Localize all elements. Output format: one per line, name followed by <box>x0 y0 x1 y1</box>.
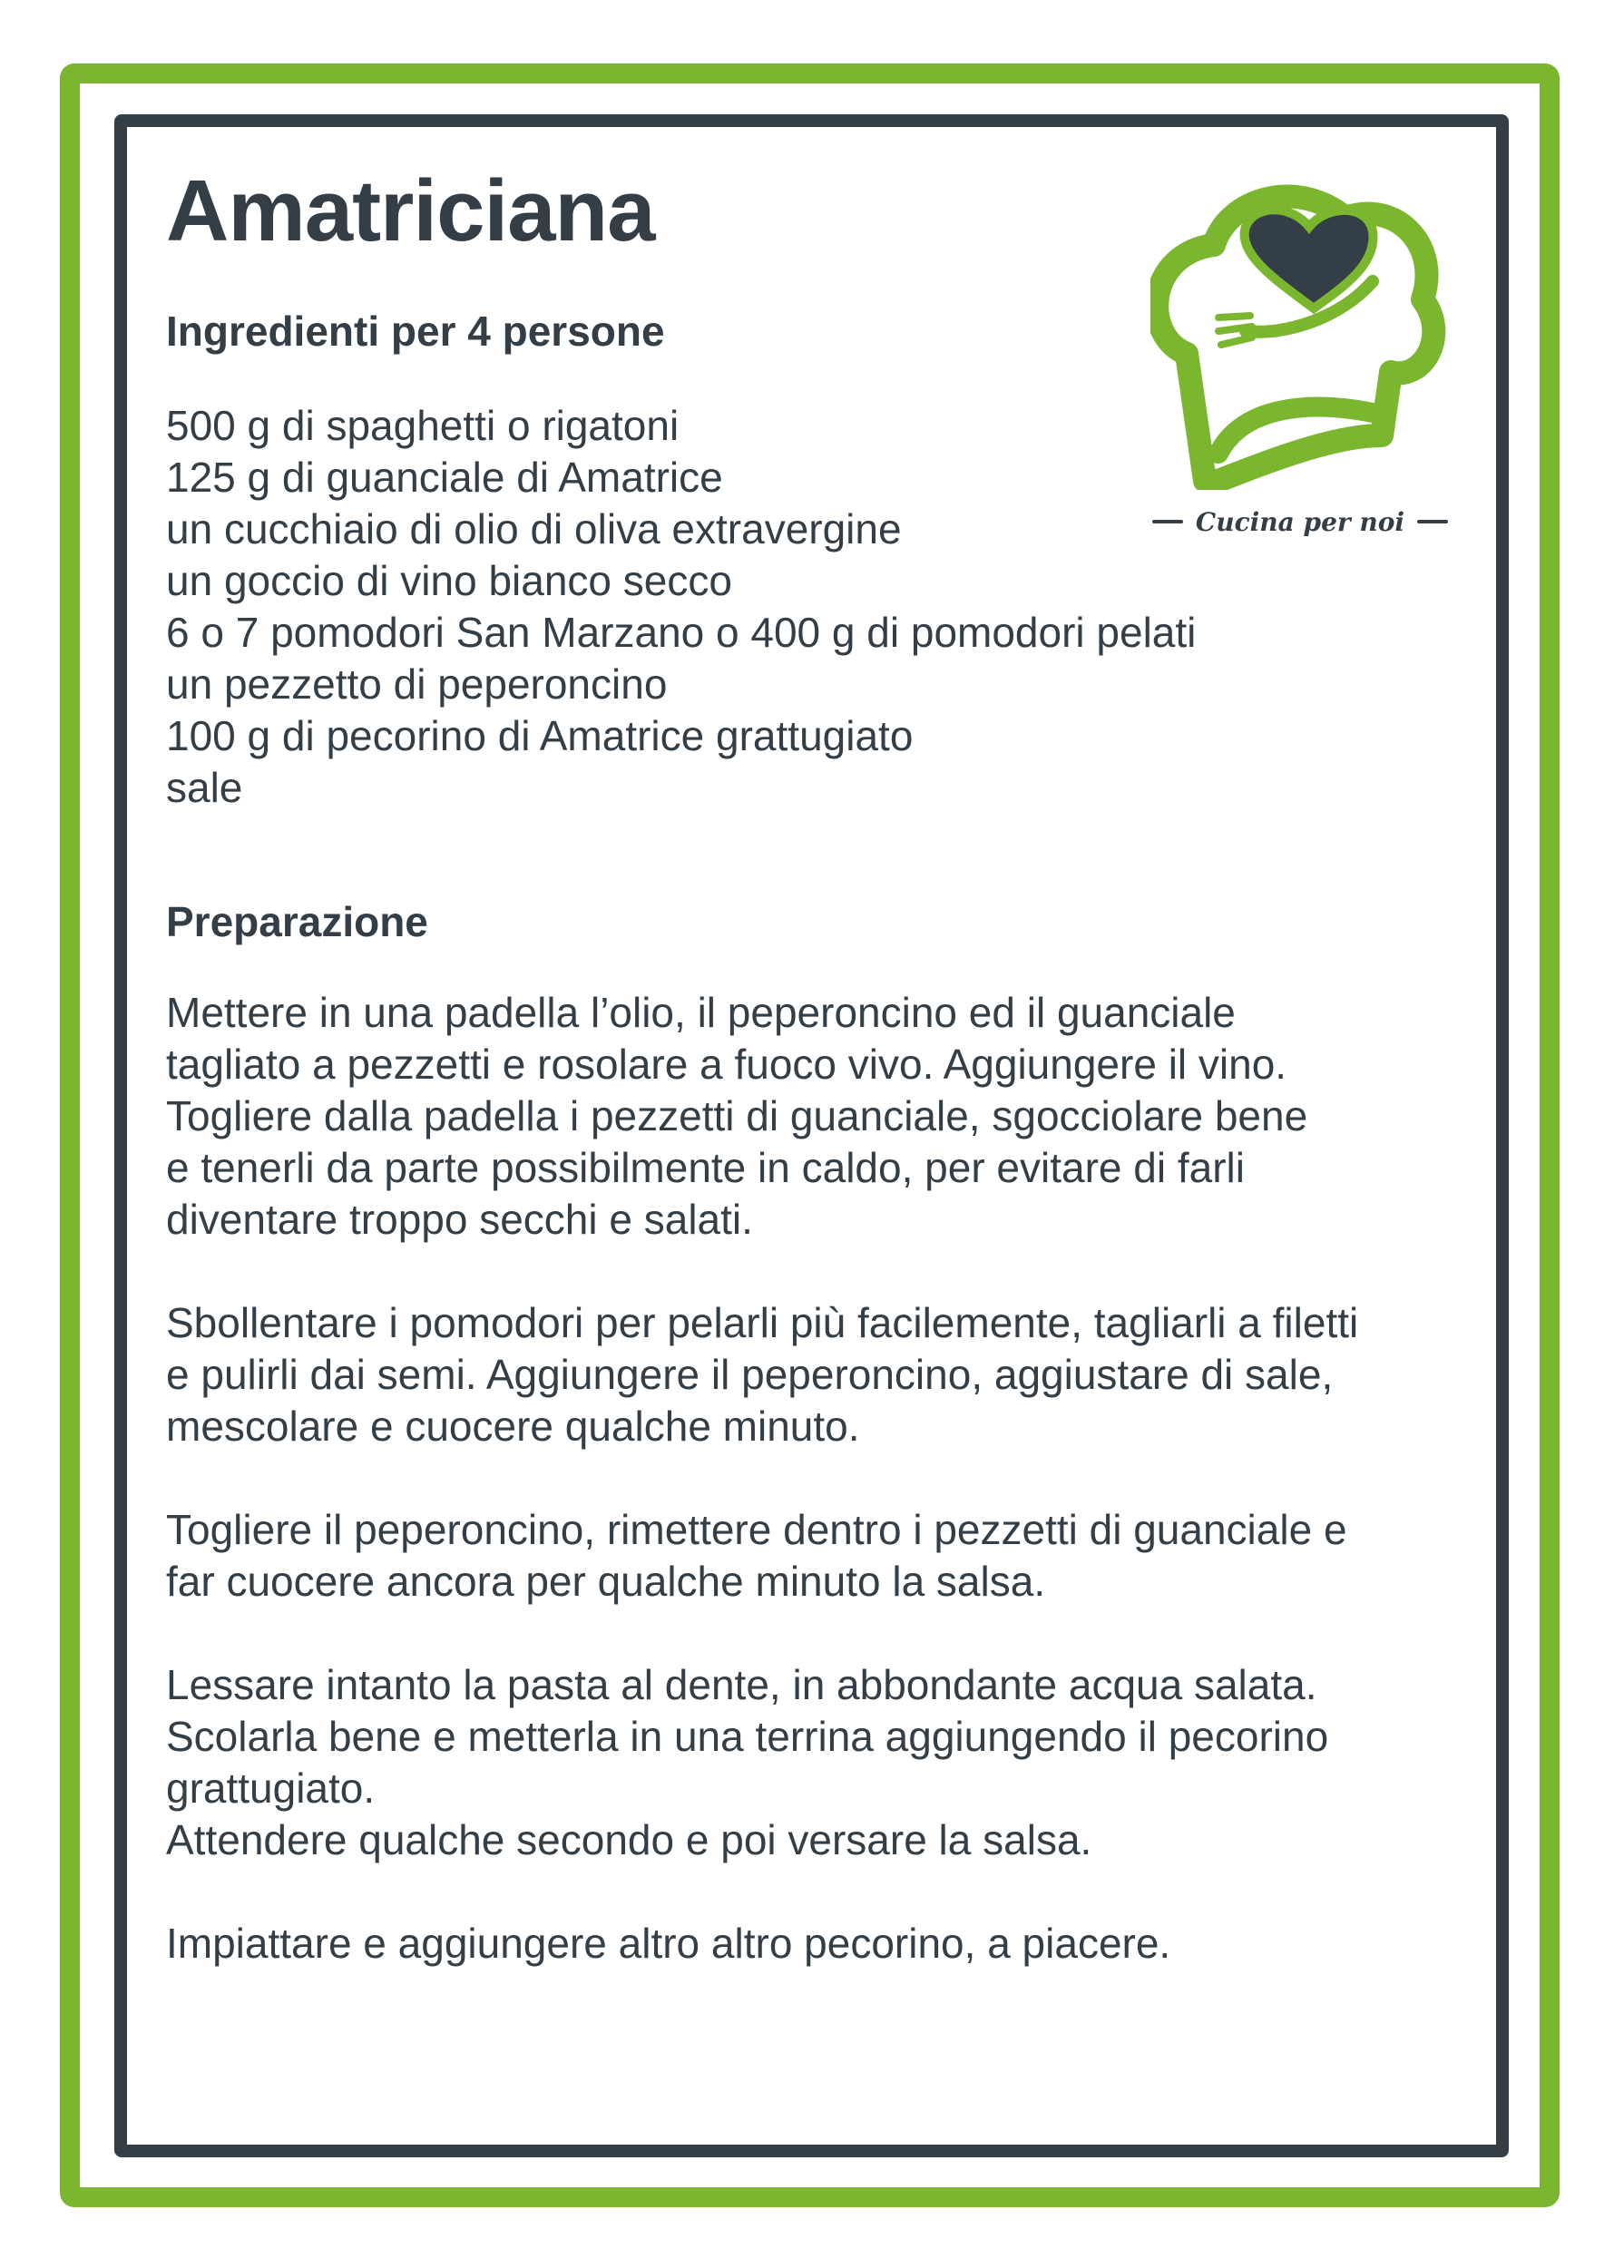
ingredients-heading: Ingredienti per 4 persone <box>166 307 665 355</box>
ingredient-item: 125 g di guanciale di Amatrice <box>166 453 723 501</box>
logo-caption: Cucina per noi <box>1195 506 1405 537</box>
ingredient-item: sale <box>166 763 243 811</box>
preparation-step: Mettere in una padella l’olio, il peperoncino ed il guanciale tagliato a pezzetti e rosolare a fuoco vivo. Aggiungere il vino. Togliere dalla padella i pezzetti di guanciale, sgocciolare bene e tenerli da parte possibilmente in caldo, per evitare di farli diventare troppo secchi e salati. <box>166 988 1308 1243</box>
preparation-steps <box>166 987 1454 1970</box>
ingredient-item: 500 g di spaghetti o rigatoni <box>166 401 680 449</box>
ingredient-item: un goccio di vino bianco secco <box>166 556 732 604</box>
preparation-step: Lessare intanto la pasta al dente, in abbondante acqua salata. Scolarla bene e metterla in una terrina aggiungendo il pecorino grattugiato. Attendere qualche secondo e poi versare la salsa. <box>166 1660 1329 1863</box>
recipe-content <box>166 163 1454 2021</box>
preparation-heading: Preparazione <box>166 897 428 945</box>
ingredient-item: 6 o 7 pomodori San Marzano o 400 g di pomodori pelati <box>166 608 1197 656</box>
ingredient-item: un pezzetto di peperoncino <box>166 660 668 708</box>
ingredient-item: un cucchiaio di olio di oliva extravergine <box>166 504 902 552</box>
preparation-step: Impiattare e aggiungere altro altro pecorino, a piacere. <box>166 1919 1171 1967</box>
preparation-step: Togliere il peperoncino, rimettere dentro i pezzetti di guanciale e far cuocere ancora per qualche minuto la salsa. <box>166 1505 1347 1605</box>
recipe-title: Amatriciana <box>166 162 655 259</box>
ingredient-list <box>166 400 1454 814</box>
ingredient-item: 100 g di pecorino di Amatrice grattugiato <box>166 711 914 759</box>
preparation-step: Sbollentare i pomodori per pelarli più facilemente, tagliarli a filetti e pulirli dai semi. Aggiungere il peperoncino, aggiustare di sale, mescolare e cuocere qualche minuto. <box>166 1298 1359 1450</box>
